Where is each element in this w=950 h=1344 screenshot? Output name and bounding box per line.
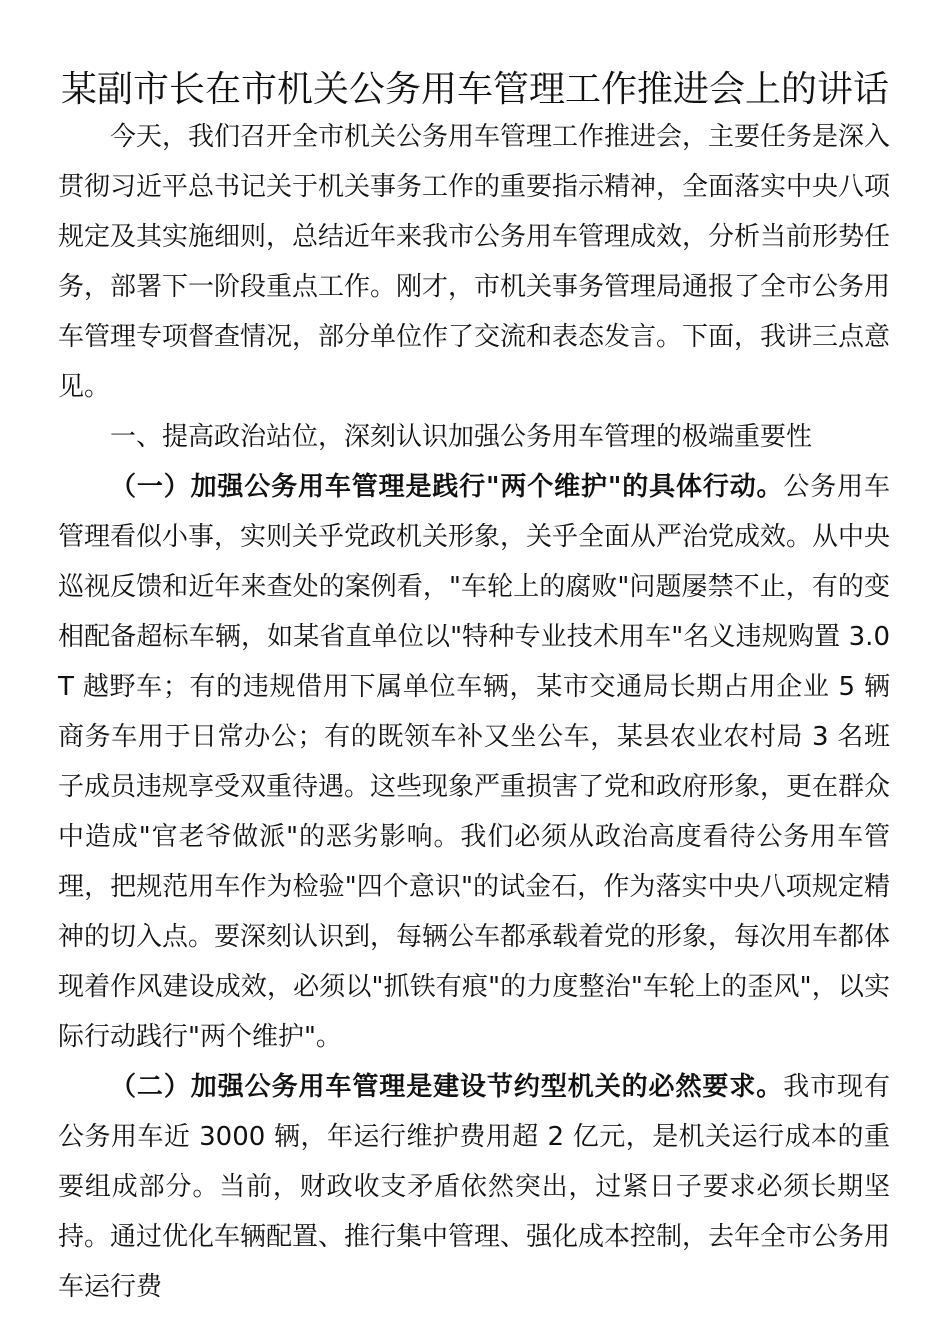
paragraph-lead: （一）加强公务用车管理是践行"两个维护"的具体行动。: [110, 472, 784, 502]
paragraph-intro: [58, 112, 890, 412]
document-title: 某副市长在市机关公务用车管理工作推进会上的讲话: [60, 69, 889, 110]
paragraph-point-2: [58, 1062, 890, 1312]
paragraph-point-1: [58, 462, 890, 1062]
paragraph-lead: （二）加强公务用车管理是建设节约型机关的必然要求。: [110, 1072, 784, 1102]
paragraph-text: 公务用车管理看似小事，实则关乎党政机关形象，关乎全面从严治党成效。从中央巡视反馈和近年来查处的案例看，"车轮上的腐败"问题屡禁不止，有的变相配备超标车辆，如某省直单位以"特种专业技术用车"名义违规购置 3.0T 越野车；有的违规借用下属单位车辆，某市交通局长期占用企业 5 辆商务车用于日常办公；有的既领车补又坐公车，某县农业农村局 3 名班子成员违规享受双重待遇。这些现象严重损害了党和政府形象，更在群众中造成"官老爷做派"的恶劣影响。我们必须从政治高度看待公务用车管理，把规范用车作为检验"四个意识"的试金石，作为落实中央八项规定精神的切入点。要深刻认识到，每辆公车都承载着党的形象，每次用车都体现着作风建设成效，必须以"抓铁有痕"的力度整治"车轮上的歪风"，以实际行动践行"两个维护"。: [58, 472, 891, 1052]
document-body: [58, 112, 890, 1312]
paragraph-text: 一、提高政治站位，深刻认识加强公务用车管理的极端重要性: [110, 422, 813, 452]
section-heading-1: [58, 412, 890, 462]
paragraph-text: 今天，我们召开全市机关公务用车管理工作推进会，主要任务是深入贯彻习近平总书记关于机关事务工作的重要指示精神，全面落实中央八项规定及其实施细则，总结近年来我市公务用车管理成效，分析当前形势任务，部署下一阶段重点工作。刚才，市机关事务管理局通报了全市公务用车管理专项督查情况，部分单位作了交流和表态发言。下面，我讲三点意见。: [58, 122, 891, 402]
paragraph-text: 我市现有公务用车近 3000 辆，年运行维护费用超 2 亿元，是机关运行成本的重要组成部分。当前，财政收支矛盾依然突出，过紧日子要求必须长期坚持。通过优化车辆配置、推行集中管理、强化成本控制，去年全市公务用车运行费: [58, 1072, 891, 1302]
